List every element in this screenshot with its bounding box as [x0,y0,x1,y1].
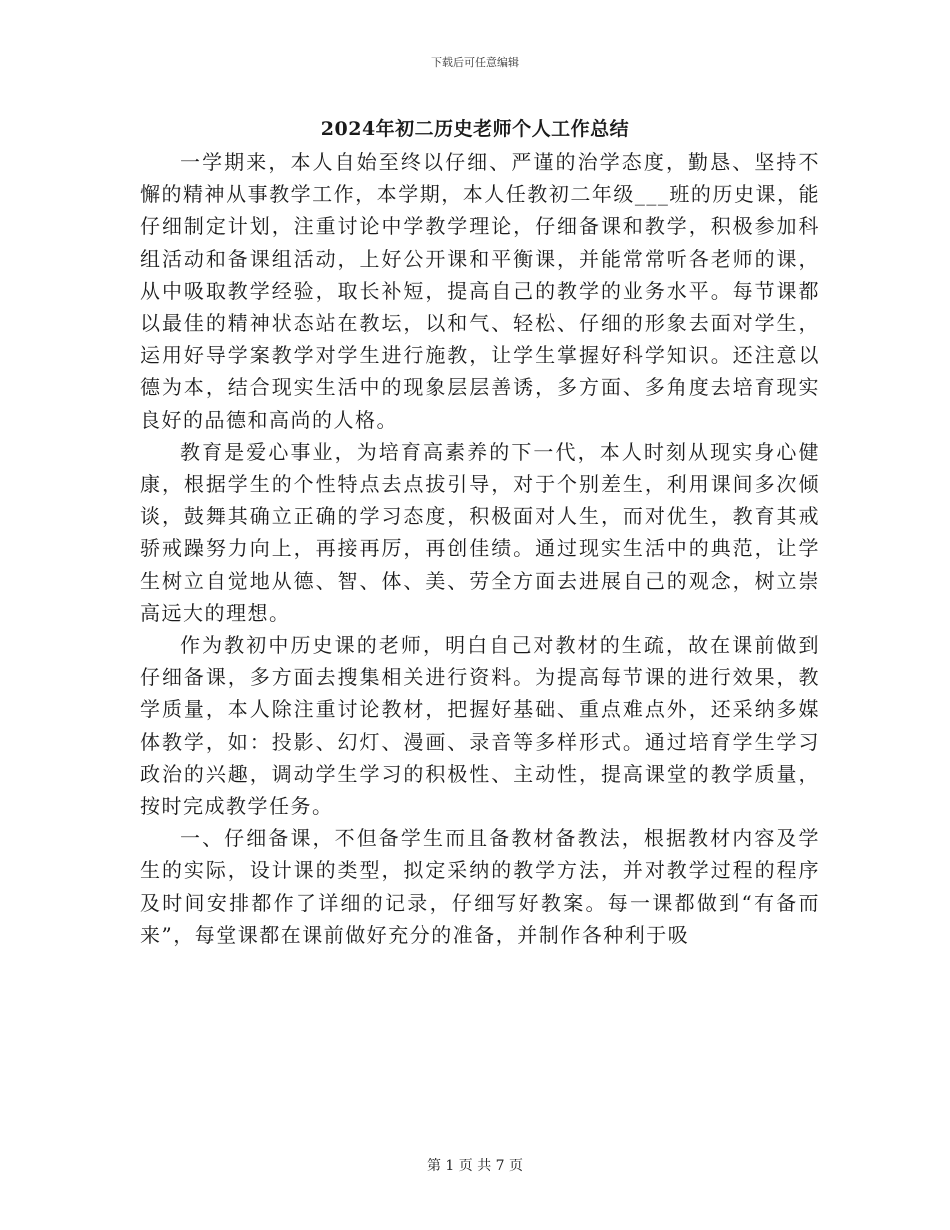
document-body [140,146,820,951]
paragraph-3: 作为教初中历史课的老师，明白自己对教材的生疏，故在课前做到仔细备课，多方面去搜集相关进行资料。为提高每节课的进行效果，教学质量，本人除注重讨论教材，把握好基础、重点难点外，还采纳多媒体教学，如：投影、幻灯、漫画、录音等多样形式。通过培育学生学习政治的兴趣，调动学生学习的积极性、主动性，提高课堂的教学质量，按时完成教学任务。 [140,633,820,819]
document-title: 2024年初二历史老师个人工作总结 [320,118,630,140]
paragraph-4: 一、仔细备课，不但备学生而且备教材备教法，根据教材内容及学生的实际，设计课的类型，拟定采纳的教学方法，并对教学过程的程序及时间安排都作了详细的记录，仔细写好教案。每一课都做到“有备而来”，每堂课都在课前做好充分的准备，并制作各种利于吸 [140,826,820,947]
page-number: 第 1 页 共 7 页 [426,1158,524,1174]
paragraph-1: 一学期来，本人自始至终以仔细、严谨的治学态度，勤恳、坚持不懈的精神从事教学工作，本学期，本人任教初二年级___班的历史课，能仔细制定计划，注重讨论中学教学理论，仔细备课和教学，积极参加科组活动和备课组活动，上好公开课和平衡课，并能常常听各老师的课，从中吸取教学经验，取长补短，提高自己的教学的业务水平。每节课都以最佳的精神状态站在教坛，以和气、轻松、仔细的形象去面对学生，运用好导学案教学对学生进行施教，让学生掌握好科学知识。还注意以德为本，结合现实生活中的现象层层善诱，多方面、多角度去培育现实良好的品德和高尚的人格。 [140,150,820,432]
paragraph-2: 教育是爱心事业，为培育高素养的下一代，本人时刻从现实身心健康，根据学生的个性特点去点拔引导，对于个别差生，利用课间多次倾谈，鼓舞其确立正确的学习态度，积极面对人生，而对优生，教育其戒骄戒躁努力向上，再接再厉，再创佳绩。通过现实生活中的典范，让学生树立自觉地从德、智、体、美、劳全方面去进展自己的观念，树立崇高远大的理想。 [140,439,820,625]
header-note: 下载后可任意编辑 [431,56,519,69]
